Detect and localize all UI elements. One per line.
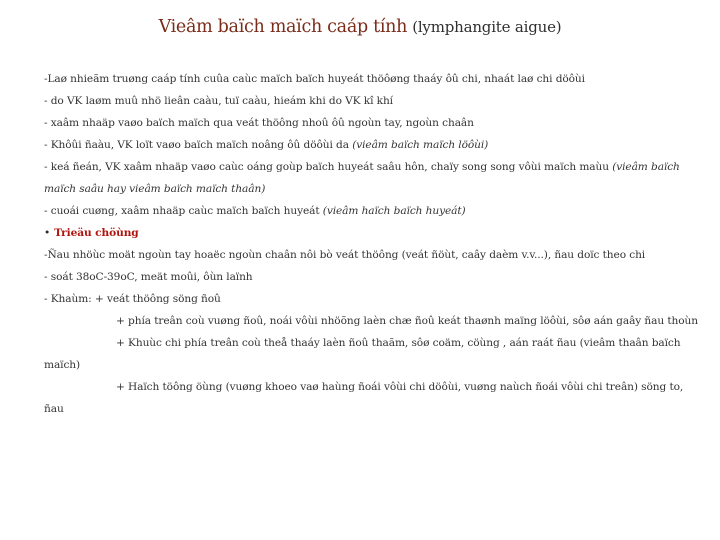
line-text: -Laø nhieãm truøng caáp tính cuûa caùc maïch baïch huyeát thöôøng thaáy ôû chi, nhaát laø chi döôùi xyxy=(44,73,585,85)
line-text: + phía treân coù vuøng ñoû, noái vôùi nhöõng laèn chæ ñoû keát thaønh maïng löôùi, sôø aán gaây ñau thoùn xyxy=(116,315,698,327)
line-italic-text: (vieâm baïch maïch saâu hay vieâm baïch maïch thaân) xyxy=(44,161,680,195)
body-line xyxy=(44,134,704,156)
body-line xyxy=(44,112,704,134)
line-text: - cuoái cuøng, xaâm nhaäp caùc maïch baïch huyeát xyxy=(44,205,323,217)
line-text: - soát 38oC-39oC, meät moûi, ôùn laïnh xyxy=(44,271,253,283)
body-line xyxy=(44,288,704,310)
line-text: - xaâm nhaäp vaøo baïch maïch qua veát thöông nhoû ôû ngoùn tay, ngoùn chaân xyxy=(44,117,474,129)
body-line xyxy=(44,200,704,222)
line-text: - keá ñeán, VK xaâm nhaäp vaøo caùc oáng goùp baïch huyeát saâu hôn, chaïy song song vôùi maïch maùu xyxy=(44,161,613,173)
title-subtitle: (lymphangite aigue) xyxy=(412,18,562,36)
line-italic-text: (vieâm haïch baïch huyeát) xyxy=(322,205,466,217)
line-text: + Khuùc chi phía treân coù theå thaáy laèn ñoû thaãm, sôø coäm, cöùng , aán raát ñau (vieâm thaân baïch maïch) xyxy=(44,337,681,371)
section-heading xyxy=(44,222,704,244)
slide-body xyxy=(44,68,704,420)
title-main: Vieâm baïch maïch caáp tính xyxy=(158,17,408,37)
body-line xyxy=(44,68,704,90)
body-line-indented xyxy=(44,376,704,420)
body-line xyxy=(44,266,704,288)
body-line-indented xyxy=(44,332,704,376)
body-line xyxy=(44,90,704,112)
slide-title xyxy=(0,17,720,37)
body-line-indented xyxy=(44,310,704,332)
line-text: - do VK laøm muû nhö lieân caàu, tuï caàu, hieám khi do VK kî khí xyxy=(44,95,393,107)
body-line xyxy=(44,156,704,200)
body-line xyxy=(44,244,704,266)
line-text: + Haïch töông öùng (vuøng khoeo vaø haùng ñoái vôùi chi döôùi, vuøng naùch ñoái vôùi chi treân) söng to, ñau xyxy=(44,381,684,415)
section-heading-text: Trieäu chöùng xyxy=(54,227,139,239)
line-italic-text: (vieâm baïch maïch löôùi) xyxy=(352,139,489,151)
line-text: - Khôûi ñaàu, VK loït vaøo baïch maïch noâng ôû döôùi da xyxy=(44,139,353,151)
line-text: - Khaùm: + veát thöông söng ñoû xyxy=(44,293,221,305)
bullet-icon: • xyxy=(44,227,51,239)
line-text: -Ñau nhöùc moät ngoùn tay hoaëc ngoùn chaân nôi bò veát thöông (veát ñöùt, caây daèm v.v...), ñau doïc theo chi xyxy=(44,249,646,261)
